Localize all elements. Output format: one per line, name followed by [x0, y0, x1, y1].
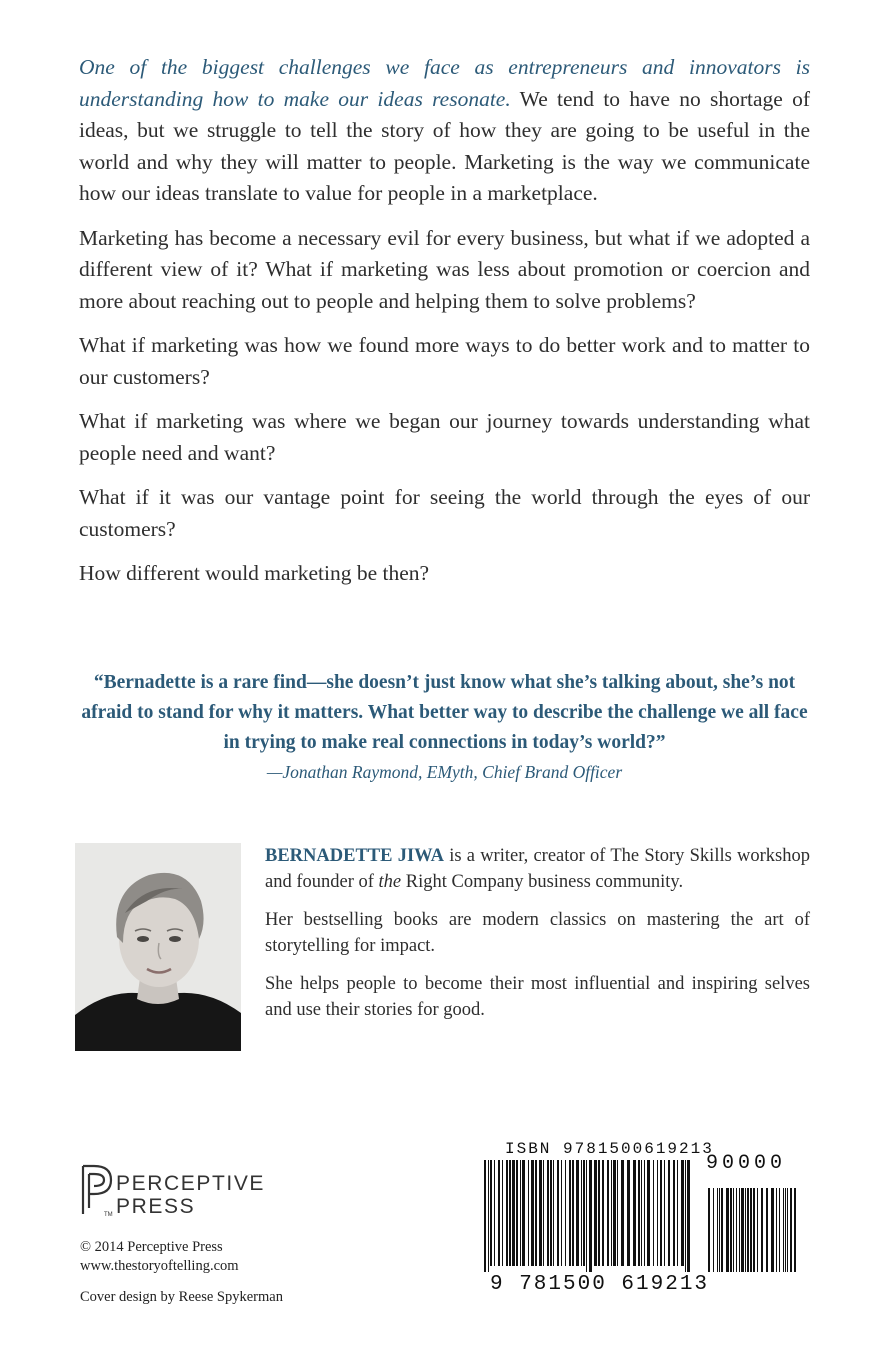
back-cover-blurb [79, 52, 810, 603]
barcode-bar [506, 1160, 508, 1266]
barcode-addon-bar [779, 1188, 780, 1272]
barcode-addon-bar [733, 1188, 734, 1272]
barcode-bar [657, 1160, 658, 1266]
barcode-bar [589, 1160, 592, 1272]
barcode-bar [641, 1160, 642, 1266]
barcode-addon-bar [787, 1188, 788, 1272]
blurb-paragraph-2: Marketing has become a necessary evil for every business, but what if we adopted a different view of it? What if marketing was less about promotion or coercion and more about reaching out to people and helping them to solve problems? [79, 225, 810, 313]
barcode-addon-bar [766, 1188, 768, 1272]
barcode-addon-bar [761, 1188, 763, 1272]
bio-paragraph-3: She helps people to become their most influential and inspiring selves and use their stories for good. [265, 974, 810, 1020]
barcode-bar [681, 1160, 684, 1266]
barcode-bar [594, 1160, 597, 1266]
cover-design-credit: Cover design by Reese Spykerman [80, 1289, 283, 1305]
barcode-bar [553, 1160, 554, 1266]
bio-text-1b: Right Company business community. [401, 872, 684, 892]
barcode-bar [531, 1160, 534, 1266]
barcode-bar [561, 1160, 562, 1266]
barcode-addon-bar [736, 1188, 737, 1272]
barcode-addon-bar [747, 1188, 749, 1272]
barcode-bar [565, 1160, 566, 1266]
barcode-bar [569, 1160, 571, 1266]
barcode-bar [535, 1160, 537, 1266]
barcode-bar [509, 1160, 511, 1266]
barcode-bar [633, 1160, 636, 1266]
barcode-bar [522, 1160, 525, 1266]
bio-paragraph-1 [265, 843, 810, 895]
barcode-bar [557, 1160, 559, 1266]
publisher-name-line1: PERCEPTIVE [116, 1172, 266, 1195]
barcode-bar [673, 1160, 675, 1266]
barcode-bar [586, 1160, 587, 1272]
barcode-bar [598, 1160, 600, 1266]
trademark-symbol: TM [104, 1212, 113, 1218]
isbn-barcode-area [480, 1140, 800, 1300]
barcode-bar [539, 1160, 542, 1266]
barcode-bar [613, 1160, 616, 1266]
barcode-bar [687, 1160, 690, 1272]
barcode-bar [488, 1160, 489, 1272]
barcode-bar [668, 1160, 670, 1266]
barcode-bar [621, 1160, 624, 1266]
author-name: BERNADETTE JIWA [265, 846, 444, 866]
barcode-addon-bar [757, 1188, 758, 1272]
barcode-addon-bar [739, 1188, 740, 1272]
endorsement [79, 668, 810, 783]
isbn-addon-digits: 90000 [706, 1152, 787, 1175]
barcode-bar [520, 1160, 521, 1266]
blurb-lead: One of the biggest challenges we face as entrepreneurs and innovators is understanding how to make our ideas resonate. [79, 55, 810, 111]
barcode-addon-bar [776, 1188, 777, 1272]
barcode-bar [550, 1160, 552, 1266]
barcode-bar [644, 1160, 645, 1266]
barcode-addon-bar [708, 1188, 710, 1272]
barcode-bar [516, 1160, 518, 1266]
barcode-addon-bar [750, 1188, 752, 1272]
barcode-addon-bar [783, 1188, 784, 1272]
barcode-bar [502, 1160, 503, 1266]
barcode-bar [627, 1160, 630, 1266]
credits [80, 1238, 283, 1307]
barcode-addon-bar [726, 1188, 729, 1272]
barcode-bar [583, 1160, 585, 1266]
barcode-bar [677, 1160, 678, 1266]
publisher-logo [80, 1162, 310, 1222]
isbn-digits: 9 781500 619213 [490, 1273, 710, 1296]
bio-text-1-em: the [378, 872, 402, 892]
barcode-bar [490, 1160, 492, 1266]
barcode [480, 1160, 800, 1272]
website-line: www.thestoryoftelling.com [80, 1258, 239, 1274]
barcode-bar [602, 1160, 604, 1266]
endorsement-attribution: —Jonathan Raymond, EMyth, Chief Brand Officer [266, 762, 623, 782]
blurb-paragraph-5: What if it was our vantage point for seeing the world through the eyes of our customers? [79, 485, 810, 541]
blurb-paragraph-6: How different would marketing be then? [79, 561, 430, 585]
barcode-bar [581, 1160, 582, 1266]
barcode-addon-bar [785, 1188, 786, 1272]
barcode-bar [543, 1160, 544, 1266]
barcode-addon-bar [771, 1188, 774, 1272]
barcode-bar [494, 1160, 495, 1266]
barcode-addon-bar [753, 1188, 755, 1272]
barcode-addon-bar [794, 1188, 796, 1272]
blurb-paragraph-4: What if marketing was where we began our journey towards understanding what people need and want? [79, 409, 810, 465]
author-bio [265, 843, 810, 1035]
barcode-addon-bar [730, 1188, 732, 1272]
barcode-addon-bar [717, 1188, 718, 1272]
barcode-bar [611, 1160, 612, 1266]
copyright-line: © 2014 Perceptive Press [80, 1239, 223, 1255]
barcode-bar [638, 1160, 640, 1266]
barcode-bar [664, 1160, 665, 1266]
barcode-bar [498, 1160, 500, 1266]
barcode-addon-bar [713, 1188, 714, 1272]
barcode-bar [572, 1160, 574, 1266]
bio-text-1a: is a writer, creator of The Story Skills workshop and founder of [265, 846, 810, 892]
barcode-addon-bar [745, 1188, 746, 1272]
author-photo [75, 843, 241, 1051]
barcode-bar [547, 1160, 549, 1266]
barcode-bar [653, 1160, 654, 1266]
barcode-addon-bar [721, 1188, 723, 1272]
barcode-addon-bar [790, 1188, 792, 1272]
barcode-bar [617, 1160, 618, 1266]
blurb-paragraph-3: What if marketing was how we found more ways to do better work and to matter to our customers? [79, 333, 810, 389]
barcode-bar [528, 1160, 529, 1266]
blurb-paragraph-1 [79, 52, 810, 210]
publisher-name-line2: PRESS [116, 1195, 196, 1218]
isbn-label: ISBN 9781500619213 [505, 1140, 714, 1158]
barcode-bar [647, 1160, 650, 1266]
barcode-bar [660, 1160, 662, 1266]
barcode-bar [512, 1160, 515, 1266]
barcode-bar [484, 1160, 486, 1272]
barcode-bar [576, 1160, 579, 1266]
endorsement-quote: “Bernadette is a rare find—she doesn’t just know what she’s talking about, she’s not afraid to stand for why it matters. What better way to describe the challenge we all face in trying to make real connections in today’s world?” [81, 672, 808, 753]
barcode-addon-bar [719, 1188, 720, 1272]
barcode-bar [607, 1160, 609, 1266]
blurb-lead-rest: We tend to have no shortage of ideas, but we struggle to tell the story of how they are going to be useful in the world and why they will matter to people. Marketing is the way we communicate how our ideas translate to value for people in a marketplace. [79, 86, 810, 205]
barcode-addon-bar [741, 1188, 744, 1272]
bio-paragraph-2: Her bestselling books are modern classics on mastering the art of storytelling for impact. [265, 910, 810, 956]
barcode-bar [685, 1160, 686, 1272]
